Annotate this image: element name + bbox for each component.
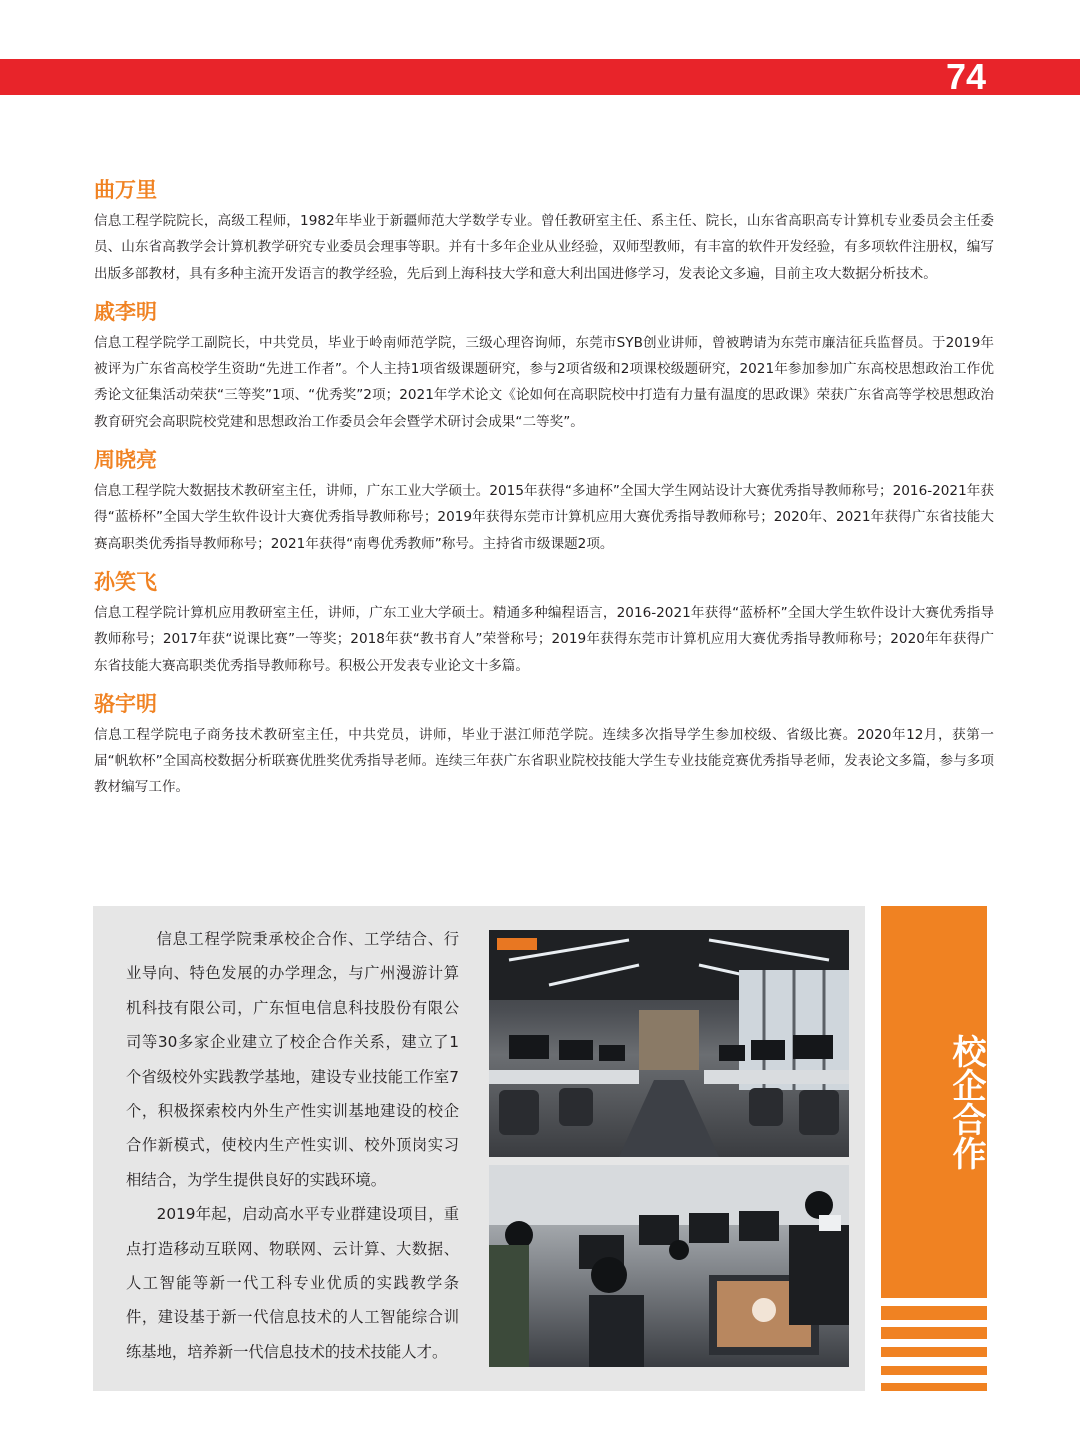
profile-name: 戚李明 <box>94 299 157 324</box>
profile <box>94 294 994 435</box>
cooperation-panel <box>93 906 865 1391</box>
profile-bio: 信息工程学院计算机应用教研室主任，讲师，广东工业大学硕士。精通多种编程语言，2016-2021年获得“蓝桥杯”全国大学生软件设计大赛优秀指导教师称号；2017年获“说课比赛”一等奖；2018年获“教书育人”荣誉称号；2019年获得东莞市计算机应用大赛优秀指导教师称号；2020年年获得广东省技能大赛高职类优秀指导教师称号。积极公开发表专业论文十多篇。 <box>94 604 994 674</box>
banner-stripe <box>881 1347 987 1357</box>
banner-stripe <box>881 1366 987 1375</box>
header-bar <box>0 56 1080 97</box>
profile <box>94 564 994 679</box>
profile-name: 骆宇明 <box>94 691 157 716</box>
profile-bio: 信息工程学院院长，高级工程师，1982年毕业于新疆师范大学数学专业。曾任教研室主任、系主任、院长，山东省高职高专计算机专业委员会主任委员、山东省高教学会计算机教学研究专业委员会理事等职。并有十多年企业从业经验，双师型教师，有丰富的软件开发经验，有多项软件注册权，编写出版多部教材，具有多种主流开发语言的教学经验，先后到上海科技大学和意大利出国进修学习，发表论文多遍，目前主攻大数据分析技术。 <box>94 213 994 282</box>
cooperation-paragraph: 2019年起，启动高水平专业群建设项目，重点打造移动互联网、物联网、云计算、大数据、人工智能等新一代工科专业优质的实践教学条件，建设基于新一代信息技术的人工智能综合训练基地，培养新一代信息技术的技术技能人才。 <box>126 1205 459 1361</box>
profile-bio: 信息工程学院电子商务技术教研室主任，中共党员，讲师，毕业于湛江师范学院。连续多次指导学生参加校级、省级比赛。2020年12月，获第一届“帆软杯”全国高校数据分析联赛优胜奖优秀指导老师。连续三年获广东省职业院校技能大学生专业技能竞赛优秀指导老师，发表论文多篇，参与多项教材编写工作。 <box>94 726 994 796</box>
profile-name: 周晓亮 <box>94 448 157 473</box>
profile-bio: 信息工程学院学工副院长，中共党员，毕业于岭南师范学院，三级心理咨询师，东莞市SYB创业讲师，曾被聘请为东莞市廉洁征兵监督员。于2019年被评为广东省高校学生资助“先进工作者”。个人主持1项省级课题研究，参与2项省级和2项课校级题研究，2021年参加参加广东高校思想政治工作优秀论文征集活动荣获“三等奖”1项、“优秀奖”2项；2021年学术论文《论如何在高职院校中打造有力量有温度的思政课》荣获广东省高等学校思想政治教育研究会高职院校党建和思想政治工作委员会年会暨学术研讨会成果“二等奖”。 <box>94 334 994 430</box>
banner-stripe <box>881 1383 987 1391</box>
profile-name: 曲万里 <box>94 178 157 202</box>
profile <box>94 686 994 801</box>
cooperation-paragraph: 信息工程学院秉承校企合作、工学结合、行业导向、特色发展的办学理念，与广州漫游计算机科技有限公司，广东恒电信息科技股份有限公司等30多家企业建立了校企合作关系，建立了1个省级校外实践教学基地，建设专业技能工作室7个，积极探索校内外生产性实训基地建设的校企合作新模式，使校内生产性实训、校外顶岗实习相结合，为学生提供良好的实践环境。 <box>126 930 459 1189</box>
banner-stripe <box>881 1327 987 1339</box>
students-training-photo <box>489 1165 849 1367</box>
computer-lab-photo <box>489 930 849 1157</box>
profile <box>94 172 994 287</box>
cooperation-banner <box>881 906 987 1298</box>
banner-stripe <box>881 1306 987 1320</box>
faculty-profiles <box>94 172 994 808</box>
page-number: 74 <box>945 56 986 97</box>
cooperation-text <box>126 922 459 1369</box>
profile-name: 孙笑飞 <box>94 569 157 594</box>
profile-bio: 信息工程学院大数据技术教研室主任，讲师，广东工业大学硕士。2015年获得“多迪杯”全国大学生网站设计大赛优秀指导教师称号；2016-2021年获得“蓝桥杯”全国大学生软件设计大赛优秀指导教师称号；2019年获得东莞市计算机应用大赛优秀指导教师称号；2020年、2021年获得广东省技能大赛高职类优秀指导教师称号；2021年获得“南粤优秀教师”称号。主持省市级课题2项。 <box>94 483 994 552</box>
profile <box>94 442 994 557</box>
cooperation-title: 校企合作 <box>946 1034 986 1170</box>
